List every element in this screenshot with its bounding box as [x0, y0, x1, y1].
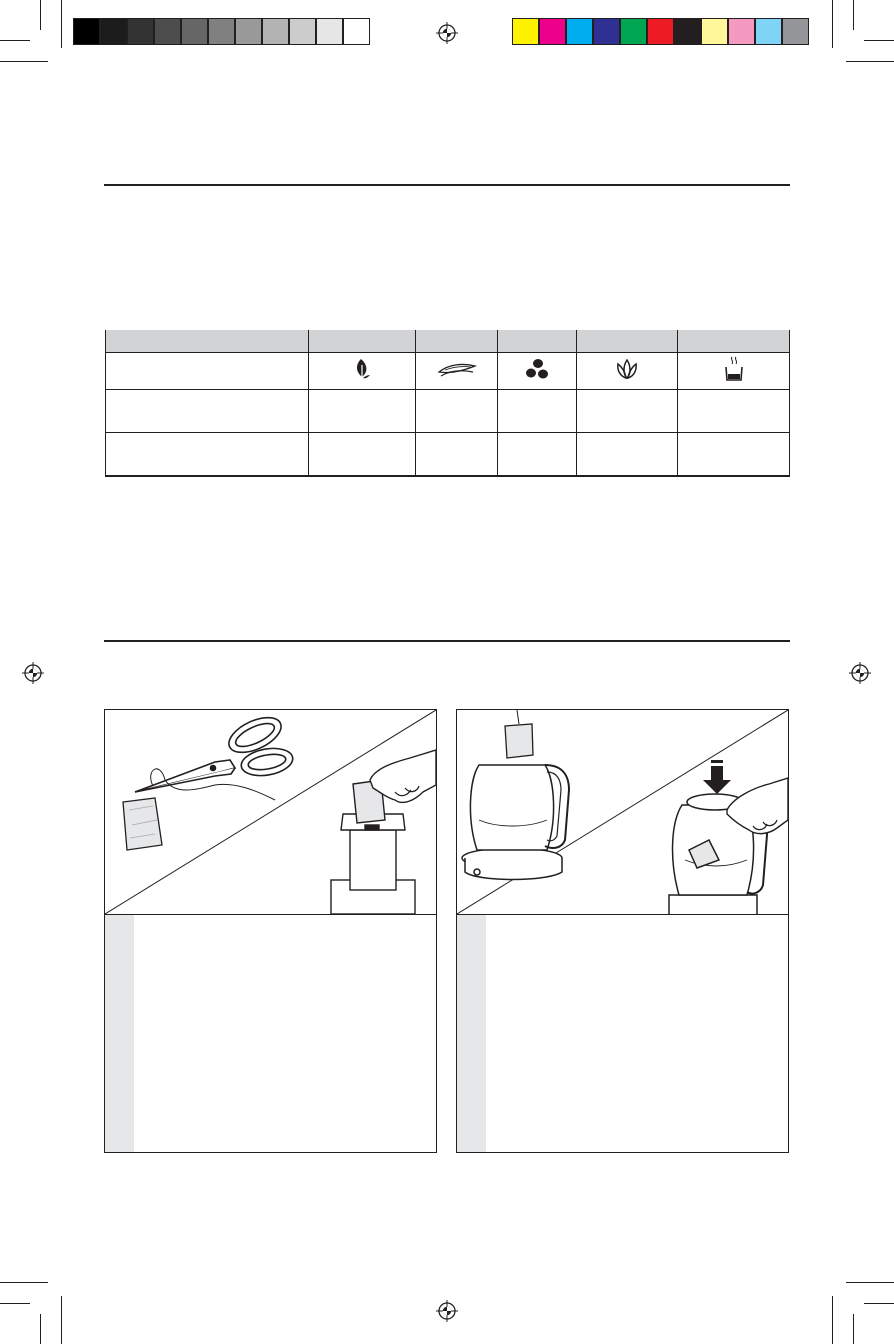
- crop-mark: [61, 1296, 62, 1344]
- pellets-icon: [524, 358, 550, 380]
- crop-mark: [846, 1282, 894, 1283]
- color-swatch: [289, 18, 316, 45]
- crop-mark: [61, 0, 62, 48]
- color-swatch: [620, 18, 647, 45]
- kettle-icon: [462, 765, 569, 880]
- table-cell: [577, 390, 678, 433]
- color-swatch: [539, 18, 566, 45]
- color-swatch: [127, 18, 154, 45]
- crop-mark: [864, 40, 894, 41]
- long-leaves-icon: [437, 360, 477, 378]
- leaf-icon: [351, 357, 373, 381]
- scissors-icon: [135, 710, 295, 800]
- table-row: [106, 353, 790, 390]
- crop-mark: [853, 0, 854, 30]
- color-swatch: [782, 18, 809, 45]
- table-cell: [309, 433, 416, 477]
- table-header-cell: [106, 330, 309, 353]
- process-color-bar: [512, 18, 809, 45]
- table-header-cell: [678, 330, 790, 353]
- table-cell: [678, 390, 790, 433]
- crop-mark: [40, 0, 41, 30]
- color-swatch: [512, 18, 539, 45]
- registration-mark-icon: [22, 662, 44, 684]
- crop-mark: [846, 61, 894, 62]
- kettle-infuser-illustration: [457, 710, 788, 914]
- step-number-strip: [105, 915, 134, 1152]
- steaming-cup-icon: [723, 355, 745, 383]
- color-swatch: [316, 18, 343, 45]
- table-cell: [416, 390, 498, 433]
- tea-type-table: [105, 330, 790, 477]
- crop-mark: [0, 61, 48, 62]
- crop-mark: [832, 1296, 833, 1344]
- color-swatch: [755, 18, 782, 45]
- color-swatch: [235, 18, 262, 45]
- table-header-cell: [416, 330, 498, 353]
- color-swatch: [647, 18, 674, 45]
- color-swatch: [701, 18, 728, 45]
- registration-mark-icon: [436, 1300, 458, 1322]
- tea-bag-icon: [123, 798, 162, 850]
- grayscale-color-bar: [73, 18, 370, 45]
- color-swatch: [593, 18, 620, 45]
- registration-mark-icon: [849, 662, 871, 684]
- arrow-down-icon: [703, 766, 731, 794]
- step-illustration: [105, 710, 436, 915]
- table-cell: [498, 433, 577, 477]
- color-swatch: [262, 18, 289, 45]
- color-swatch: [674, 18, 701, 45]
- color-swatch: [154, 18, 181, 45]
- step-panel: [104, 709, 437, 1153]
- table-header-row: [106, 330, 790, 353]
- color-swatch: [181, 18, 208, 45]
- table-cell: [577, 433, 678, 477]
- table-row-label: [106, 390, 309, 433]
- table-cell: [678, 433, 790, 477]
- crop-mark: [832, 0, 833, 48]
- table-header-cell: [577, 330, 678, 353]
- step-number-strip: [457, 915, 486, 1152]
- table-cell: [309, 390, 416, 433]
- crop-mark: [0, 40, 30, 41]
- table-row-label: [106, 353, 309, 390]
- color-swatch: [343, 18, 370, 45]
- table-cell: [416, 433, 498, 477]
- color-swatch: [728, 18, 755, 45]
- step-panel: [456, 709, 789, 1153]
- section-divider: [104, 640, 790, 642]
- table-cell: [498, 390, 577, 433]
- registration-mark-icon: [436, 22, 458, 44]
- table-row-label: [106, 433, 309, 477]
- table-row: [106, 390, 790, 433]
- step-illustration: [457, 710, 788, 915]
- crop-mark: [0, 1303, 30, 1304]
- table-header-cell: [498, 330, 577, 353]
- color-swatch: [73, 18, 100, 45]
- section-divider: [104, 184, 790, 186]
- color-swatch: [100, 18, 127, 45]
- table-row: [106, 433, 790, 477]
- crop-mark: [864, 1303, 894, 1304]
- crop-mark: [0, 1282, 48, 1283]
- crop-mark: [40, 1314, 41, 1344]
- table-header-cell: [309, 330, 416, 353]
- color-swatch: [566, 18, 593, 45]
- scissors-tea-bag-illustration: [105, 710, 436, 914]
- color-swatch: [208, 18, 235, 45]
- crop-mark: [853, 1314, 854, 1344]
- flower-icon: [615, 358, 639, 380]
